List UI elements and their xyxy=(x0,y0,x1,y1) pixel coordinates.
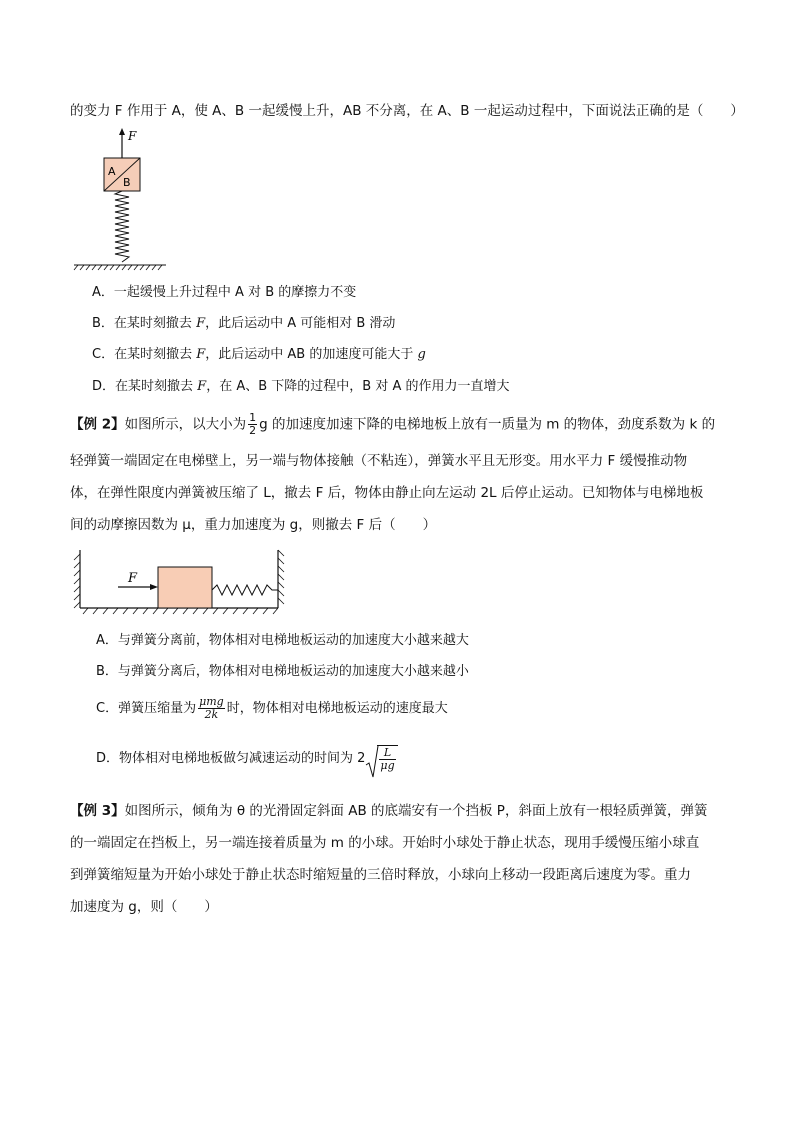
q2-fraction-half: $\frac{1}{2}$ xyxy=(249,411,257,437)
q2-stem-line2: 轻弹簧一端固定在电梯壁上，另一端与物体接触（不粘连），弹簧水平且无形变。用水平力 F 缓慢推动物 xyxy=(70,453,688,469)
q2-fraction-mu-mg: $\frac{\text{μmg}}{2k}$ xyxy=(199,695,224,721)
q1-force-label: F xyxy=(128,129,137,143)
q1-label-b: B xyxy=(123,176,131,189)
q2-stem-line4: 间的动摩擦因数为 μ，重力加速度为 g，则撤去 F 后（ ） xyxy=(70,517,437,533)
q3-stem-line3: 到弹簧缩短量为开始小球处于静止状态时缩短量的三倍时释放，小球向上移动一段距离后速度为零。重力 xyxy=(70,867,691,883)
q3-stem-line2: 的一端固定在挡板上，另一端连接着质量为 m 的小球。开始时小球处于静止状态，现用手缓慢压缩小球直 xyxy=(70,835,700,851)
q2-force-label: F xyxy=(128,571,138,586)
q3-tag: 【例 3】 xyxy=(70,803,125,819)
q2-stem-line1: 【例 2】如图所示，以大小为 $\frac{1}{2}$ g 的加速度加速下降的电梯地板上放有一质量为 m 的物体，劲度系数为 k 的 xyxy=(70,411,716,437)
q1-option-b[interactable]: B．在某时刻撤去 F，此后运动中 A 可能相对 B 滑动 xyxy=(92,316,396,331)
q2-stem-line3: 体，在弹性限度内弹簧被压缩了 L，撤去 F 后，物体由静止向左运动 2L 后停止运动。已知物体与电梯地板 xyxy=(70,485,704,501)
q2-option-d[interactable]: D．物体相对电梯地板做匀减速运动的时间为 2 $\frac{L}{\mu g}$ xyxy=(96,745,398,772)
q2-option-c[interactable]: C．弹簧压缩量为 $\frac{\text{μmg}}{2k}$ 时，物体相对电梯地板运动的速度最大 xyxy=(96,695,448,721)
q2-option-a[interactable]: A．与弹簧分离前，物体相对电梯地板运动的加速度大小越来越大 xyxy=(96,633,469,648)
q1-label-a: A xyxy=(108,165,116,178)
q1-option-d[interactable]: D．在某时刻撤去 F，在 A、B 下降的过程中，B 对 A 的作用力一直增大 xyxy=(92,379,510,394)
q3-stem-line1: 【例 3】如图所示，倾角为 θ 的光滑固定斜面 AB 的底端安有一个挡板 P，斜面上放有一根轻质弹簧，弹簧 xyxy=(70,803,708,819)
q1-stem-line1: 的变力 F 作用于 A，使 A、B 一起缓慢上升，AB 不分离，在 A、B 一起运动过程中，下面说法正确的是（ ） xyxy=(70,103,744,119)
q2-figure xyxy=(70,546,290,616)
q1-figure xyxy=(70,126,190,271)
q2-tag: 【例 2】 xyxy=(70,416,125,433)
q1-option-c[interactable]: C．在某时刻撤去 F，此后运动中 AB 的加速度可能大于 g xyxy=(92,347,426,362)
q2-sqrt: $\frac{L}{\mu g}$ xyxy=(365,745,397,772)
q3-stem-line4: 加速度为 g，则（ ） xyxy=(70,899,218,915)
q1-option-a[interactable]: A．一起缓慢上升过程中 A 对 B 的摩擦力不变 xyxy=(92,285,357,300)
q2-option-b[interactable]: B．与弹簧分离后，物体相对电梯地板运动的加速度大小越来越小 xyxy=(96,664,469,679)
